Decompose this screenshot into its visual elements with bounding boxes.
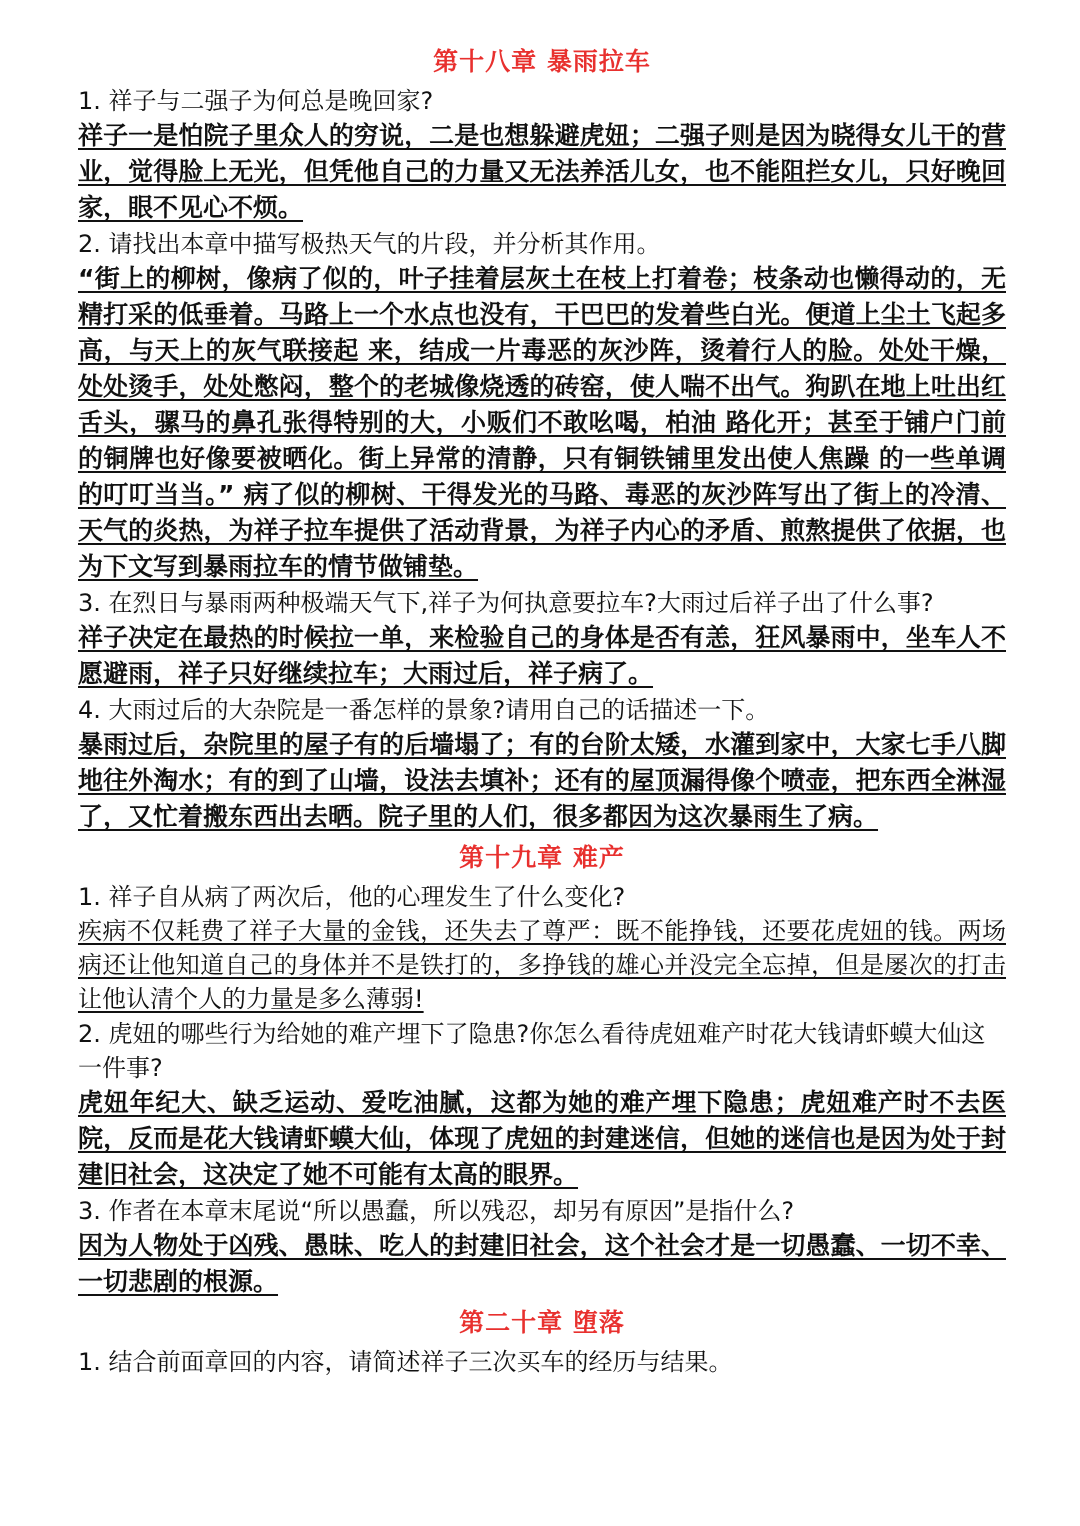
chapter-title: 第十九章 难产 bbox=[459, 843, 625, 872]
question: 2. 虎妞的哪些行为给她的难产埋下了隐患?你怎么看待虎妞难产时花大钱请虾蟆大仙这一件事? bbox=[78, 1020, 986, 1082]
question: 2. 请找出本章中描写极热天气的片段，并分析其作用。 bbox=[78, 230, 661, 258]
question: 3. 作者在本章末尾说“所以愚蠢，所以残忍，却另有原因”是指什么? bbox=[78, 1197, 795, 1225]
question: 1. 祥子自从病了两次后，他的心理发生了什么变化? bbox=[78, 883, 626, 911]
answer: “街上的柳树，像病了似的，叶子挂着层灰土在枝上打着卷；枝条动也懒得动的，无精打采的低垂着。马路上一个水点也没有，干巴巴的发着些白光。便道上尘土飞起多高，与天上的灰气联接起 来，结成一片毒恶的灰沙阵，烫着行人的脸。处处干燥，处处烫手，处处憋闷，整个的老城像烧透的砖窑，使人喘不出气。狗趴在地上吐出红舌头，骡马的鼻孔张得特别的大，小贩们不敢吆喝，柏油 路化开；甚至于铺户门前的铜牌也好像要被晒化。街上异常的清静，只有铜铁铺里发出使人焦躁 的一些单调的叮叮当当。” 病了似的柳树、干得发光的马路、毒恶的灰沙阵写出了街上的冷清、天气的炎热，为祥子拉车提供了活动背景，为祥子内心的矛盾、煎熬提供了依据，也为下文写到暴雨拉车的情节做铺垫。 bbox=[78, 264, 1006, 581]
answer: 祥子一是怕院子里众人的穷说，二是也想躲避虎妞；二强子则是因为晓得女儿干的营业，觉得脸上无光，但凭他自己的力量又无法养活儿女，也不能阻拦女儿，只好晚回家，眼不见心不烦。 bbox=[78, 121, 1006, 222]
answer: 疾病不仅耗费了祥子大量的金钱，还失去了尊严：既不能挣钱，还要花虎妞的钱。两场病还让他知道自己的身体并不是铁打的，多挣钱的雄心并没完全忘掉，但是屡次的打击让他认清个人的力量是多么薄弱! bbox=[78, 917, 1006, 1013]
question: 3. 在烈日与暴雨两种极端天气下,祥子为何执意要拉车?大雨过后祥子出了什么事? bbox=[78, 589, 934, 617]
answer: 因为人物处于凶残、愚昧、吃人的封建旧社会，这个社会才是一切愚蠢、一切不幸、一切悲剧的根源。 bbox=[78, 1231, 1006, 1296]
answer: 祥子决定在最热的时候拉一单，来检验自己的身体是否有恙，狂风暴雨中，坐车人不愿避雨，祥子只好继续拉车；大雨过后，祥子病了。 bbox=[78, 623, 1006, 688]
chapter-title: 第十八章 暴雨拉车 bbox=[433, 47, 651, 76]
document-page bbox=[78, 40, 1006, 1379]
chapter-title: 第二十章 堕落 bbox=[459, 1308, 625, 1337]
answer: 虎妞年纪大、缺乏运动、爱吃油腻，这都为她的难产埋下隐患；虎妞难产时不去医院，反而是花大钱请虾蟆大仙，体现了虎妞的封建迷信，但她的迷信也是因为处于封建旧社会，这决定了她不可能有太高的眼界。 bbox=[78, 1088, 1006, 1189]
question: 4. 大雨过后的大杂院是一番怎样的景象?请用自己的话描述一下。 bbox=[78, 696, 770, 724]
answer: 暴雨过后，杂院里的屋子有的后墙塌了；有的台阶太矮，水灌到家中，大家七手八脚地往外淘水；有的到了山墙，设法去填补；还有的屋顶漏得像个喷壶，把东西全淋湿了，又忙着搬东西出去晒。院子里的人们，很多都因为这次暴雨生了病。 bbox=[78, 730, 1006, 831]
question: 1. 祥子与二强子为何总是晚回家? bbox=[78, 87, 434, 115]
question: 1. 结合前面章回的内容，请简述祥子三次买车的经历与结果。 bbox=[78, 1348, 733, 1376]
